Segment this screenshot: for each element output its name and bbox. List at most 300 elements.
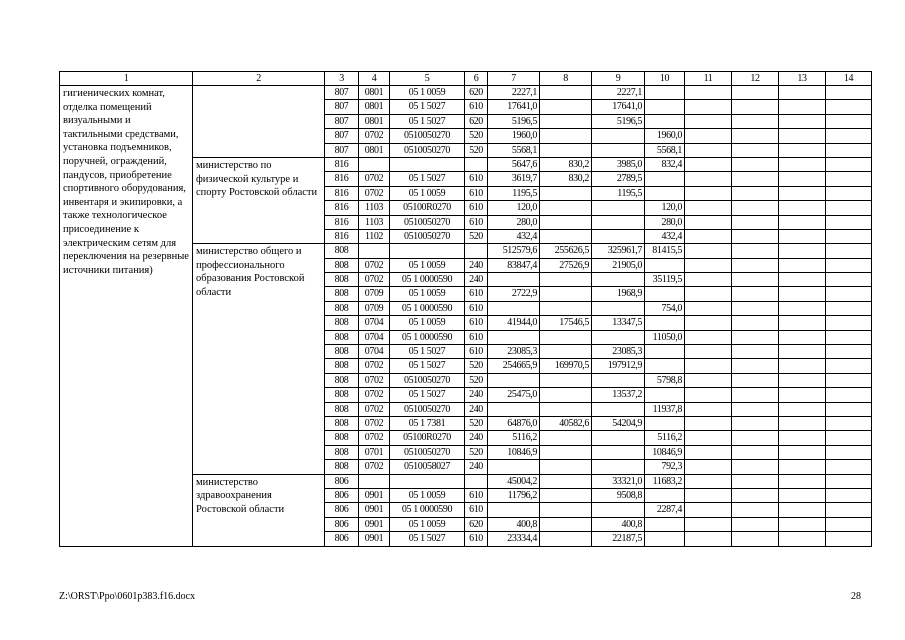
table-cell: 610 (465, 488, 488, 502)
table-cell: 0702 (359, 416, 390, 430)
table-cell: 520 (465, 373, 488, 387)
table-cell (685, 229, 732, 243)
table-cell (826, 172, 872, 186)
table-cell (779, 373, 826, 387)
table-cell (732, 416, 779, 430)
table-cell: 0510050270 (390, 445, 465, 459)
table-cell: 0704 (359, 345, 390, 359)
budget-table (59, 71, 872, 547)
table-cell: 1968,9 (592, 287, 645, 301)
table-cell: 254665,9 (488, 359, 540, 373)
table-cell: 0901 (359, 503, 390, 517)
table-cell (645, 100, 685, 114)
table-cell: 240 (465, 460, 488, 474)
table-cell (826, 143, 872, 157)
table-cell (826, 330, 872, 344)
table-cell: 807 (325, 129, 359, 143)
table-cell: 17641,0 (488, 100, 540, 114)
table-cell (779, 301, 826, 315)
table-cell (645, 345, 685, 359)
table-cell: 05 1 0059 (390, 258, 465, 272)
table-cell (732, 316, 779, 330)
table-cell: 0510050270 (390, 143, 465, 157)
table-cell (732, 488, 779, 502)
table-cell (645, 388, 685, 402)
table-cell: 1103 (359, 201, 390, 215)
table-cell (779, 460, 826, 474)
table-cell: 610 (465, 503, 488, 517)
table-cell: 808 (325, 258, 359, 272)
table-cell (592, 301, 645, 315)
table-cell (779, 402, 826, 416)
table-cell (779, 503, 826, 517)
table-cell: 5798,8 (645, 373, 685, 387)
table-cell: 3619,7 (488, 172, 540, 186)
table-cell (779, 172, 826, 186)
table-cell (488, 301, 540, 315)
header-cell: 13 (779, 72, 826, 86)
table-cell (826, 86, 872, 100)
table-cell (779, 345, 826, 359)
table-cell (826, 402, 872, 416)
table-cell: 806 (325, 503, 359, 517)
table-cell (685, 172, 732, 186)
organization-cell (193, 86, 325, 158)
table-cell (779, 129, 826, 143)
table-row (60, 86, 872, 100)
table-cell (826, 100, 872, 114)
table-cell (826, 316, 872, 330)
table-cell: 2227,1 (488, 86, 540, 100)
table-cell (826, 388, 872, 402)
table-cell (359, 157, 390, 171)
table-cell: 2722,9 (488, 287, 540, 301)
table-cell: 05 1 5027 (390, 359, 465, 373)
table-cell (540, 215, 592, 229)
table-cell: 620 (465, 114, 488, 128)
table-cell: 1102 (359, 229, 390, 243)
table-cell: 120,0 (488, 201, 540, 215)
table-cell: 11937,8 (645, 402, 685, 416)
table-cell (826, 517, 872, 531)
table-cell (685, 517, 732, 531)
table-cell (732, 359, 779, 373)
table-cell (540, 301, 592, 315)
table-cell (645, 258, 685, 272)
table-cell: 808 (325, 316, 359, 330)
table-cell: 240 (465, 388, 488, 402)
table-cell (732, 445, 779, 459)
table-cell (779, 431, 826, 445)
table-cell (465, 157, 488, 171)
table-cell: 5196,5 (488, 114, 540, 128)
table-cell: 610 (465, 186, 488, 200)
table-cell: 610 (465, 287, 488, 301)
table-cell (779, 359, 826, 373)
table-cell: 5116,2 (488, 431, 540, 445)
table-cell (779, 445, 826, 459)
table-cell: 807 (325, 86, 359, 100)
table-cell (826, 258, 872, 272)
table-cell: 5568,1 (645, 143, 685, 157)
table-cell (732, 345, 779, 359)
table-cell: 27526,9 (540, 258, 592, 272)
table-cell: 25475,0 (488, 388, 540, 402)
table-cell (826, 129, 872, 143)
table-cell: 1960,0 (645, 129, 685, 143)
table-cell: 620 (465, 86, 488, 100)
table-cell (732, 186, 779, 200)
table-cell: 808 (325, 345, 359, 359)
table-cell: 05 1 5027 (390, 172, 465, 186)
table-cell (685, 301, 732, 315)
table-cell: 808 (325, 287, 359, 301)
table-cell (540, 143, 592, 157)
table-cell: 64876,0 (488, 416, 540, 430)
table-cell (592, 201, 645, 215)
table-cell (592, 460, 645, 474)
table-cell: 05100R0270 (390, 431, 465, 445)
table-cell: 0801 (359, 86, 390, 100)
table-cell (732, 258, 779, 272)
table-cell: 05 1 5027 (390, 100, 465, 114)
table-cell: 120,0 (645, 201, 685, 215)
table-cell (592, 402, 645, 416)
table-cell: 23085,3 (488, 345, 540, 359)
table-cell (779, 114, 826, 128)
table-cell (732, 431, 779, 445)
table-cell: 816 (325, 172, 359, 186)
table-cell (592, 373, 645, 387)
table-cell (685, 359, 732, 373)
table-cell: 197912,9 (592, 359, 645, 373)
table-cell (465, 244, 488, 258)
table-cell (685, 114, 732, 128)
table-cell (685, 488, 732, 502)
table-cell (779, 316, 826, 330)
table-cell (645, 316, 685, 330)
table-cell (540, 100, 592, 114)
organization-cell: министерство общего и профессионального образования Ростовской области (193, 244, 325, 474)
table-cell (779, 244, 826, 258)
header-cell: 3 (325, 72, 359, 86)
table-cell (732, 287, 779, 301)
table-cell: 0702 (359, 258, 390, 272)
table-cell: 240 (465, 258, 488, 272)
table-cell: 610 (465, 345, 488, 359)
table-cell (779, 215, 826, 229)
table-cell (779, 287, 826, 301)
table-cell: 3985,0 (592, 157, 645, 171)
table-cell (540, 86, 592, 100)
table-cell (645, 532, 685, 546)
table-cell: 610 (465, 172, 488, 186)
table-cell: 255626,5 (540, 244, 592, 258)
table-cell: 11796,2 (488, 488, 540, 502)
header-cell: 4 (359, 72, 390, 86)
table-cell (779, 416, 826, 430)
table-cell (592, 431, 645, 445)
table-cell: 0901 (359, 488, 390, 502)
table-cell: 0702 (359, 431, 390, 445)
table-cell: 0510050270 (390, 373, 465, 387)
table-cell (826, 157, 872, 171)
table-cell: 806 (325, 517, 359, 531)
table-cell (826, 229, 872, 243)
table-cell (826, 345, 872, 359)
table-cell: 0701 (359, 445, 390, 459)
table-cell: 2287,4 (645, 503, 685, 517)
table-cell: 05 1 0059 (390, 488, 465, 502)
table-cell (540, 330, 592, 344)
table-cell: 520 (465, 416, 488, 430)
table-cell: 05 1 5027 (390, 114, 465, 128)
table-cell: 21905,0 (592, 258, 645, 272)
table-cell (779, 273, 826, 287)
table-cell (826, 273, 872, 287)
table-cell: 0901 (359, 532, 390, 546)
table-cell (645, 488, 685, 502)
table-cell: 240 (465, 273, 488, 287)
table-cell: 83847,4 (488, 258, 540, 272)
table-cell (685, 258, 732, 272)
table-cell (732, 503, 779, 517)
table-cell: 11050,0 (645, 330, 685, 344)
table-cell: 13347,5 (592, 316, 645, 330)
table-cell: 5647,6 (488, 157, 540, 171)
table-cell: 520 (465, 129, 488, 143)
header-cell: 8 (540, 72, 592, 86)
table-cell: 610 (465, 215, 488, 229)
table-cell (540, 532, 592, 546)
table-cell (685, 316, 732, 330)
table-cell: 610 (465, 330, 488, 344)
table-cell: 808 (325, 359, 359, 373)
table-cell: 808 (325, 373, 359, 387)
table-cell (732, 373, 779, 387)
table-cell: 10846,9 (488, 445, 540, 459)
table-cell: 13537,2 (592, 388, 645, 402)
table-cell (685, 503, 732, 517)
table-cell: 808 (325, 431, 359, 445)
table-cell (645, 416, 685, 430)
table-cell: 520 (465, 229, 488, 243)
table-cell: 54204,9 (592, 416, 645, 430)
table-cell (826, 503, 872, 517)
table-cell: 610 (465, 301, 488, 315)
table-cell: 9508,8 (592, 488, 645, 502)
table-cell: 2227,1 (592, 86, 645, 100)
header-cell: 2 (193, 72, 325, 86)
table-cell (488, 402, 540, 416)
table-cell (592, 273, 645, 287)
table-cell: 40582,6 (540, 416, 592, 430)
table-cell (779, 488, 826, 502)
table-cell (592, 129, 645, 143)
table-cell (592, 215, 645, 229)
table-cell: 816 (325, 215, 359, 229)
table-cell (732, 172, 779, 186)
table-cell: 17641,0 (592, 100, 645, 114)
table-cell: 816 (325, 201, 359, 215)
table-cell (732, 402, 779, 416)
table-cell (732, 273, 779, 287)
table-cell: 0702 (359, 186, 390, 200)
table-cell: 806 (325, 488, 359, 502)
table-cell: 610 (465, 532, 488, 546)
table-cell (732, 330, 779, 344)
header-cell: 10 (645, 72, 685, 86)
table-cell (465, 474, 488, 488)
table-cell (732, 532, 779, 546)
table-cell: 830,2 (540, 172, 592, 186)
table-cell: 754,0 (645, 301, 685, 315)
table-cell (732, 388, 779, 402)
table-cell (540, 345, 592, 359)
table-cell (359, 244, 390, 258)
table-cell: 169970,5 (540, 359, 592, 373)
table-cell (540, 186, 592, 200)
table-cell: 05 1 5027 (390, 388, 465, 402)
table-cell (685, 460, 732, 474)
table-cell (685, 388, 732, 402)
footer-file-path: Z:\ORST\Ppo\0601p383.f16.docx (59, 591, 196, 602)
table-cell: 1960,0 (488, 129, 540, 143)
header-cell: 14 (826, 72, 872, 86)
table-cell: 808 (325, 402, 359, 416)
table-cell: 808 (325, 445, 359, 459)
purpose-description-cell: гигиенических комнат, отделка помещений визуальными и тактильными средствами, установка подъемников, поручней, ограждений, пандусов, приобретение спортивного оборудования, инвентаря и экипировки, а также технологическое присоединение к электрическим сетям для переключения на резервные источники питания) (60, 86, 193, 547)
table-cell: 05 1 0059 (390, 86, 465, 100)
table-cell (826, 431, 872, 445)
table-cell (779, 201, 826, 215)
table-cell (540, 431, 592, 445)
table-cell (540, 273, 592, 287)
table-cell (390, 474, 465, 488)
table-cell: 0702 (359, 460, 390, 474)
table-cell (685, 215, 732, 229)
table-cell: 0510050270 (390, 229, 465, 243)
table-cell: 0801 (359, 114, 390, 128)
header-cell: 12 (732, 72, 779, 86)
table-cell (779, 143, 826, 157)
table-cell: 808 (325, 244, 359, 258)
table-cell: 1195,5 (592, 186, 645, 200)
table-cell (779, 157, 826, 171)
table-cell (685, 532, 732, 546)
table-cell (685, 273, 732, 287)
table-cell: 1103 (359, 215, 390, 229)
table-cell: 5568,1 (488, 143, 540, 157)
table-cell (732, 86, 779, 100)
table-cell (645, 359, 685, 373)
table-cell (540, 114, 592, 128)
table-cell (540, 488, 592, 502)
table-cell (732, 201, 779, 215)
table-cell (826, 488, 872, 502)
table-cell: 400,8 (488, 517, 540, 531)
table-cell: 5116,2 (645, 431, 685, 445)
table-cell (685, 402, 732, 416)
table-cell: 512579,6 (488, 244, 540, 258)
table-cell (779, 186, 826, 200)
table-cell (732, 100, 779, 114)
table-cell (592, 503, 645, 517)
table-cell: 792,3 (645, 460, 685, 474)
table-cell: 280,0 (645, 215, 685, 229)
table-cell: 808 (325, 301, 359, 315)
header-cell: 9 (592, 72, 645, 86)
table-cell: 81415,5 (645, 244, 685, 258)
table-cell: 520 (465, 359, 488, 373)
table-cell (779, 330, 826, 344)
table-cell: 11683,2 (645, 474, 685, 488)
table-body (60, 72, 872, 547)
table-cell (592, 330, 645, 344)
table-cell (685, 129, 732, 143)
table-cell (685, 431, 732, 445)
table-cell: 35119,5 (645, 273, 685, 287)
table-cell (732, 460, 779, 474)
table-cell (540, 388, 592, 402)
table-cell: 432,4 (488, 229, 540, 243)
table-cell (732, 229, 779, 243)
table-cell (826, 445, 872, 459)
table-cell: 610 (465, 316, 488, 330)
header-cell: 6 (465, 72, 488, 86)
table-cell: 816 (325, 229, 359, 243)
table-cell (779, 517, 826, 531)
table-cell (779, 229, 826, 243)
table-cell: 45004,2 (488, 474, 540, 488)
header-cell: 1 (60, 72, 193, 86)
table-cell: 0702 (359, 359, 390, 373)
table-cell (488, 330, 540, 344)
table-cell (732, 129, 779, 143)
table-cell: 5196,5 (592, 114, 645, 128)
table-cell (540, 201, 592, 215)
table-cell: 610 (465, 201, 488, 215)
table-cell: 05 1 0059 (390, 316, 465, 330)
table-cell (826, 301, 872, 315)
organization-cell: министерство здравоохранения Ростовской области (193, 474, 325, 546)
table-cell: 325961,7 (592, 244, 645, 258)
table-cell (359, 474, 390, 488)
table-cell: 806 (325, 474, 359, 488)
footer-page-number: 28 (851, 591, 861, 602)
table-cell (685, 345, 732, 359)
table-cell (540, 517, 592, 531)
table-cell (540, 503, 592, 517)
table-cell (779, 388, 826, 402)
table-cell (488, 460, 540, 474)
table-cell: 0704 (359, 330, 390, 344)
table-cell (732, 215, 779, 229)
table-cell: 400,8 (592, 517, 645, 531)
table-cell: 240 (465, 402, 488, 416)
table-cell: 832,4 (645, 157, 685, 171)
table-cell: 0704 (359, 316, 390, 330)
table-cell (685, 474, 732, 488)
table-cell: 830,2 (540, 157, 592, 171)
table-cell (540, 373, 592, 387)
table-cell (540, 445, 592, 459)
table-cell: 10846,9 (645, 445, 685, 459)
table-cell (779, 532, 826, 546)
table-cell (779, 86, 826, 100)
table-cell (540, 460, 592, 474)
table-cell: 0709 (359, 287, 390, 301)
